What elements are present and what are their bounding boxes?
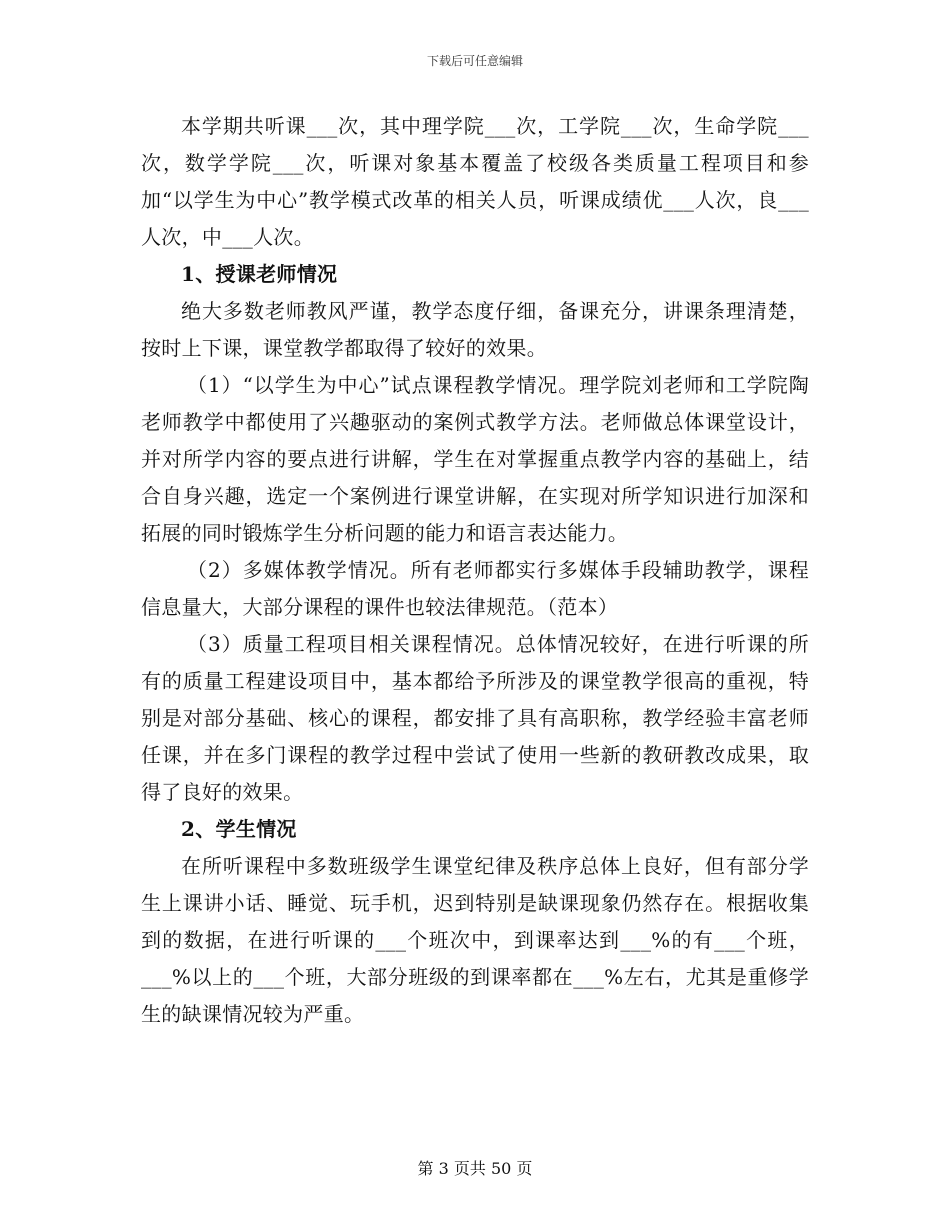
document-body	[141, 108, 809, 1033]
teachers-paragraph: 绝大多数老师教风严谨，教学态度仔细，备课充分，讲课条理清楚，按时上下课，课堂教学都取得了较好的效果。	[141, 299, 809, 360]
header-note: 下载后可任意编辑	[426, 54, 523, 68]
students-paragraph: 在所听课程中多数班级学生课堂纪律及秩序总体上良好，但有部分学生上课讲小话、睡觉、玩手机，迟到特别是缺课现象仍然存在。根据收集到的数据，在进行听课的___个班次中，到课率达到___%的有___个班，___%以上的___个班，大部分班级的到课率都在___%左右，尤其是重修学生的缺课情况较为严重。	[141, 854, 809, 1026]
item-student-centered: （1）“以学生为中心”试点课程教学情况。理学院刘老师和工学院陶老师教学中都使用了兴趣驱动的案例式教学方法。老师做总体课堂设计，并对所学内容的要点进行讲解，学生在对掌握重点教学内容的基础上，结合自身兴趣，选定一个案例进行课堂讲解，在实现对所学知识进行加深和拓展的同时锻炼学生分析问题的能力和语言表达能力。	[141, 373, 809, 545]
item-quality-engineering: （3）质量工程项目相关课程情况。总体情况较好，在进行听课的所有的质量工程建设项目中，基本都给予所涉及的课堂教学很高的重视，特别是对部分基础、核心的课程，都安排了具有高职称，教学经验丰富老师任课，并在多门课程的教学过程中尝试了使用一些新的教研教改成果，取得了良好的效果。	[141, 632, 809, 804]
section-heading-students: 2、学生情况	[181, 817, 297, 841]
page-indicator: 第 3 页共 50 页	[417, 1159, 533, 1178]
section-heading-teachers: 1、授课老师情况	[181, 262, 338, 286]
intro-paragraph: 本学期共听课___次，其中理学院___次，工学院___次，生命学院___次，数学学院___次，听课对象基本覆盖了校级各类质量工程项目和参加“以学生为中心”教学模式改革的相关人员，听课成绩优___人次，良___人次，中___人次。	[141, 114, 809, 249]
item-multimedia: （2）多媒体教学情况。所有老师都实行多媒体手段辅助教学，课程信息量大，大部分课程的课件也较法律规范。（范本）	[141, 558, 809, 619]
